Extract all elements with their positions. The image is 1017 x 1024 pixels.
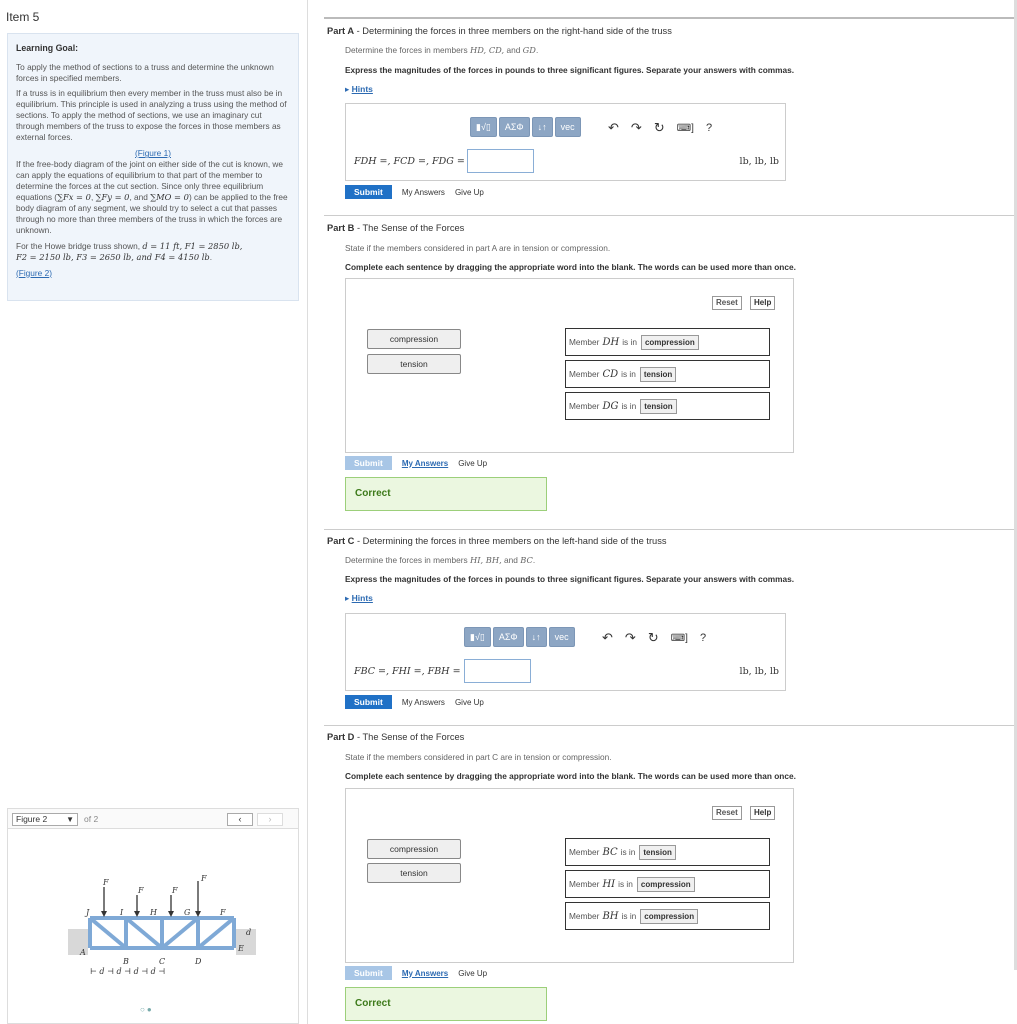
part-c-hints[interactable]: ▸ Hints <box>345 593 373 603</box>
part-a-units: lb, lb, lb <box>739 156 779 167</box>
part-d-sentence-hi: Member HI is in compression <box>565 870 770 898</box>
part-a-equation-label: FDH =, FCD =, FDG = <box>354 156 465 167</box>
part-c-answer-input[interactable] <box>464 659 531 683</box>
top-divider <box>324 17 1014 19</box>
part-c-answer-box <box>345 613 786 691</box>
part-b-help-button[interactable]: Help <box>750 296 775 310</box>
sort-button[interactable]: ↓↑ <box>532 117 553 137</box>
part-a-my-answers[interactable]: My Answers <box>401 187 445 197</box>
goal-paragraph-4: For the Howe bridge truss shown, d = 11 ft, F1 = 2850 lb, F2 = 2150 lb, F3 = 2650 lb, and F4 = 4150 lb. <box>16 240 243 262</box>
figure-select[interactable]: Figure 2 ▼ <box>12 813 78 826</box>
undo-icon[interactable]: ↶ <box>602 630 613 645</box>
part-b-sentence-dh: Member DH is in compression <box>565 328 770 356</box>
keyboard-icon[interactable]: ⌨] <box>670 632 688 644</box>
figure-next-button[interactable]: › <box>257 813 283 826</box>
part-d-word-tension[interactable]: tension <box>367 863 461 883</box>
math-toolbar <box>464 626 575 648</box>
part-a-instructions: Express the magnitudes of the forces in pounds to three significant figures. Separate your answers with commas. <box>345 65 795 75</box>
part-b-correct-message: Correct <box>345 477 547 511</box>
part-b-sentence-dg: Member DG is in tension <box>565 392 770 420</box>
help-icon[interactable]: ? <box>699 632 707 644</box>
label-a: A <box>80 948 86 957</box>
redo-icon[interactable]: ↷ <box>624 630 636 645</box>
label-f1: F <box>103 878 109 887</box>
part-b-blank-dg[interactable]: tension <box>640 399 676 414</box>
figure-prev-button[interactable]: ‹ <box>227 813 253 826</box>
truss-members <box>90 918 234 948</box>
toolbar-actions <box>602 630 706 646</box>
label-f4: F <box>201 874 207 883</box>
figure-toolbar <box>8 809 298 829</box>
help-icon[interactable]: ? <box>705 122 713 134</box>
part-c-description: Determine the forces in members HI, BH, and BC. <box>345 555 536 565</box>
figure-panel <box>7 808 299 1024</box>
toolbar-actions <box>608 120 712 136</box>
learning-goal-heading: Learning Goal: <box>16 43 79 53</box>
part-c-give-up[interactable]: Give Up <box>454 697 484 707</box>
part-c-submit-row <box>345 695 484 709</box>
keyboard-icon[interactable]: ⌨] <box>676 122 694 134</box>
dimension-line: ⊢ d ⊣ d ⊣ d ⊣ d ⊣ <box>90 967 166 976</box>
part-d-title: Part D - The Sense of the Forces <box>327 732 465 742</box>
part-c-my-answers[interactable]: My Answers <box>401 697 445 707</box>
part-d-correct-message: Correct <box>345 987 547 1021</box>
part-b-word-compression[interactable]: compression <box>367 329 461 349</box>
goal-paragraph-1: To apply the method of sections to a truss and determine the unknown forces in specified members. <box>16 61 274 83</box>
figure-1-link[interactable]: (Figure 1) <box>135 148 171 159</box>
part-b-sentence-cd: Member CD is in tension <box>565 360 770 388</box>
divider-a-b <box>324 215 1014 216</box>
goal-paragraph-3: If the free-body diagram of the joint on either side of the cut is known, we can apply the equations of equilibrium to that part of the member to determine the forces at the cut section. Since only three equilibrium equations (∑Fx = 0, ∑Fy = 0, and ∑MO = 0) can be applied to the free body diagram of any segment, we should try to select a cut that passes through no more than three members of the truss in which the forces are unknown. <box>16 159 288 235</box>
part-d-help-button[interactable]: Help <box>750 806 775 820</box>
main-panel <box>318 0 1017 1024</box>
label-e: E <box>238 944 244 953</box>
part-a-submit-row <box>345 185 484 199</box>
part-c-instructions: Express the magnitudes of the forces in pounds to three significant figures. Separate your answers with commas. <box>345 574 795 584</box>
figure-count: of 2 <box>84 814 99 824</box>
label-j: J <box>86 908 90 917</box>
truss-figure <box>8 831 298 1001</box>
part-b-give-up[interactable]: Give Up <box>458 458 488 468</box>
part-a-description: Determine the forces in members HD, CD, and GD. <box>345 45 539 55</box>
label-h: H <box>150 908 157 917</box>
part-d-sentence-bc: Member BC is in tension <box>565 838 770 866</box>
vec-button[interactable]: vec <box>549 627 575 647</box>
undo-icon[interactable]: ↶ <box>608 120 619 135</box>
chevron-down-icon: ▼ <box>66 815 74 824</box>
part-c-units: lb, lb, lb <box>739 666 779 677</box>
part-c-equation-label: FBC =, FHI =, FBH = <box>354 666 461 677</box>
part-b-description: State if the members considered in part A are in tension or compression. <box>345 243 611 253</box>
part-b-my-answers[interactable]: My Answers <box>401 458 449 468</box>
part-a-submit-button[interactable]: Submit <box>345 185 392 199</box>
part-d-submit-row <box>345 966 487 980</box>
part-a-give-up[interactable]: Give Up <box>454 187 484 197</box>
left-panel <box>0 0 308 1024</box>
part-a-title: Part A - Determining the forces in three members on the right-hand side of the truss <box>327 26 672 36</box>
part-d-blank-hi[interactable]: compression <box>637 877 695 892</box>
divider-b-c <box>324 529 1014 530</box>
learning-goal-box <box>7 33 299 301</box>
part-d-word-compression[interactable]: compression <box>367 839 461 859</box>
part-d-drag-area <box>345 788 794 963</box>
part-d-blank-bh[interactable]: compression <box>640 909 698 924</box>
part-b-reset-button[interactable]: Reset <box>712 296 742 310</box>
matrix-button[interactable]: ▮√▯ <box>464 627 491 647</box>
greek-button[interactable]: ΑΣΦ <box>493 627 524 647</box>
part-d-my-answers[interactable]: My Answers <box>401 968 449 978</box>
part-a-answer-input[interactable] <box>467 149 534 173</box>
part-b-blank-cd[interactable]: tension <box>640 367 676 382</box>
label-f2: F <box>138 886 144 895</box>
part-b-submit-button[interactable]: Submit <box>345 456 392 470</box>
label-b: B <box>123 957 129 966</box>
part-d-submit-button[interactable]: Submit <box>345 966 392 980</box>
part-d-instructions: Complete each sentence by dragging the appropriate word into the blank. The words can be used more than once. <box>345 771 796 781</box>
divider-c-d <box>324 725 1014 726</box>
part-b-instructions: Complete each sentence by dragging the appropriate word into the blank. The words can be used more than once. <box>345 262 796 272</box>
figure-page-dots[interactable]: ○● <box>140 1005 154 1014</box>
greek-button[interactable]: ΑΣΦ <box>499 117 530 137</box>
part-d-blank-bc[interactable]: tension <box>639 845 675 860</box>
math-toolbar <box>470 116 581 138</box>
sort-button[interactable]: ↓↑ <box>526 627 547 647</box>
goal-paragraph-2: If a truss is in equilibrium then every member in the truss must also be in equilibrium. This principle is used in analyzing a truss using the method of sections. To apply the method of sections, we use an imaginary cut through members of the truss to expose the forces in those members as external forces. <box>16 88 287 143</box>
label-f: F <box>220 908 226 917</box>
reset-icon[interactable]: ↻ <box>653 120 665 135</box>
part-d-description: State if the members considered in part C are in tension or compression. <box>345 752 612 762</box>
reset-icon[interactable]: ↻ <box>647 630 659 645</box>
figure-2-link[interactable]: (Figure 2) <box>16 267 52 278</box>
redo-icon[interactable]: ↷ <box>630 120 642 135</box>
part-a-hints[interactable]: ▸ Hints <box>345 84 373 94</box>
label-g: G <box>184 908 191 917</box>
label-i: I <box>120 908 124 917</box>
matrix-button[interactable]: ▮√▯ <box>470 117 497 137</box>
part-b-submit-row <box>345 456 487 470</box>
label-c: C <box>159 957 166 966</box>
part-d-reset-button[interactable]: Reset <box>712 806 742 820</box>
label-f3: F <box>172 886 178 895</box>
part-c-title: Part C - Determining the forces in three members on the left-hand side of the truss <box>327 536 667 546</box>
label-d: D <box>195 957 202 966</box>
part-b-word-tension[interactable]: tension <box>367 354 461 374</box>
part-a-answer-box <box>345 103 786 181</box>
part-d-give-up[interactable]: Give Up <box>458 968 488 978</box>
part-d-sentence-bh: Member BH is in compression <box>565 902 770 930</box>
part-b-blank-dh[interactable]: compression <box>641 335 699 350</box>
vec-button[interactable]: vec <box>555 117 581 137</box>
part-b-drag-area <box>345 278 794 453</box>
label-height: d <box>246 928 252 937</box>
part-b-title: Part B - The Sense of the Forces <box>327 223 465 233</box>
item-title: Item 5 <box>6 10 40 24</box>
part-c-submit-button[interactable]: Submit <box>345 695 392 709</box>
